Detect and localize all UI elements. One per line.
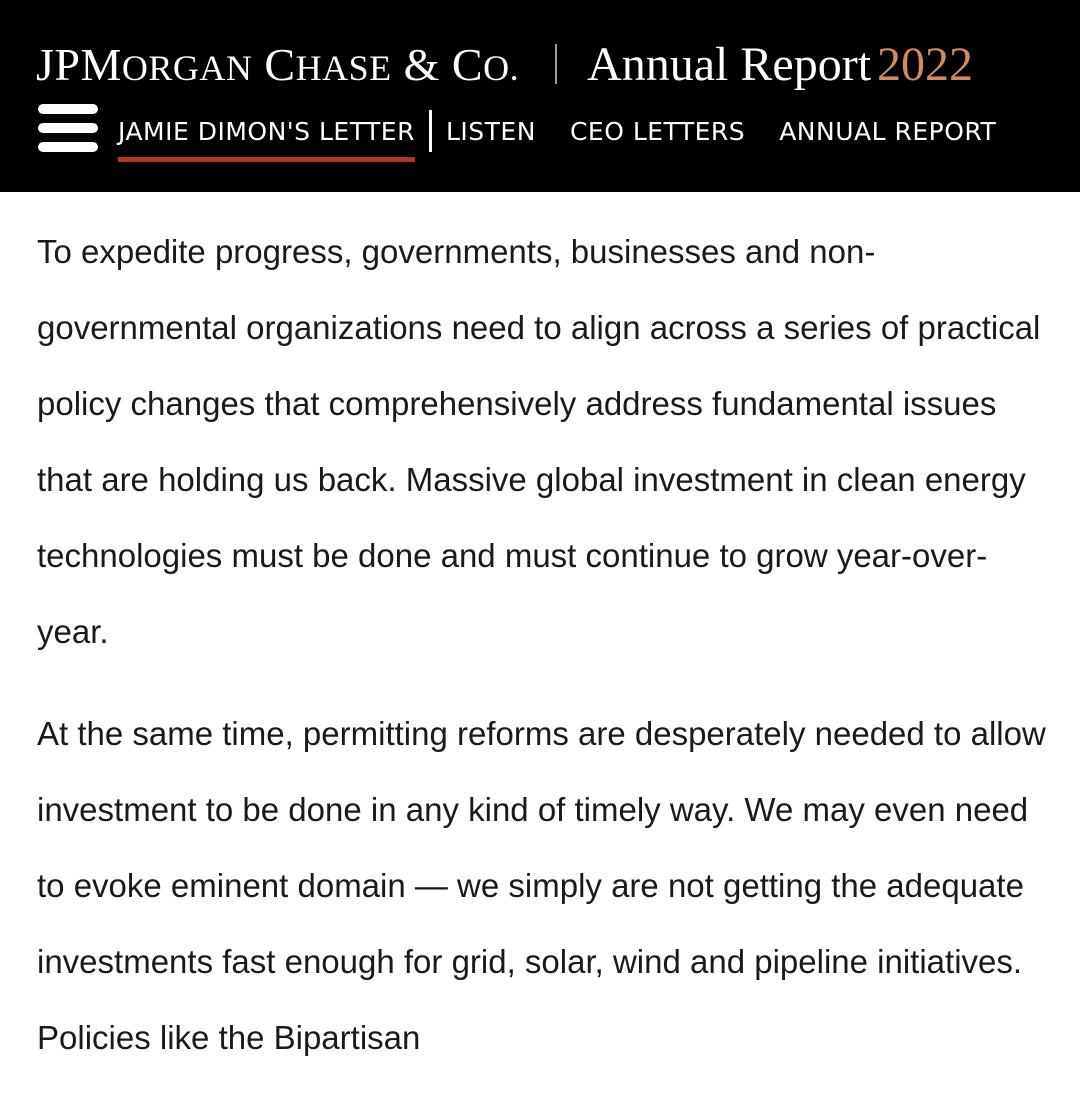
nav-divider bbox=[429, 110, 432, 152]
report-title: Annual Report bbox=[587, 37, 872, 91]
nav-item-jamie-dimons-letter[interactable]: JAMIE DIMON'S LETTER bbox=[118, 116, 415, 146]
report-year: 2022 bbox=[877, 37, 974, 91]
jpmorgan-chase-logo[interactable]: JPMORGAN CHASE & CO. bbox=[36, 38, 520, 90]
site-header bbox=[0, 0, 1080, 192]
article-body bbox=[37, 214, 1047, 1102]
nav-item-listen[interactable]: LISTEN bbox=[445, 116, 536, 146]
hamburger-menu-icon[interactable] bbox=[38, 104, 98, 152]
nav-item-ceo-letters[interactable]: CEO LETTERS bbox=[569, 116, 746, 146]
nav-item-annual-report[interactable]: ANNUAL REPORT bbox=[779, 116, 997, 146]
brand-divider bbox=[555, 44, 557, 84]
brand-row bbox=[36, 34, 973, 94]
main-nav bbox=[118, 106, 996, 156]
article-paragraph-2: At the same time, permitting reforms are desperately needed to allow investment to be done in any kind of timely way. We may even need to evoke eminent domain — we simply are not getting the adequate investments fast enough for grid, solar, wind and pipeline initiatives. Policies like the Bipartisan bbox=[37, 715, 1046, 1056]
article-paragraph-1: To expedite progress, governments, businesses and non-governmental organizations need to align across a series of practical policy changes that comprehensively address fundamental issues that are holding us back. Massive global investment in clean energy technologies must be done and must continue to grow year-over-year. bbox=[37, 233, 1041, 650]
